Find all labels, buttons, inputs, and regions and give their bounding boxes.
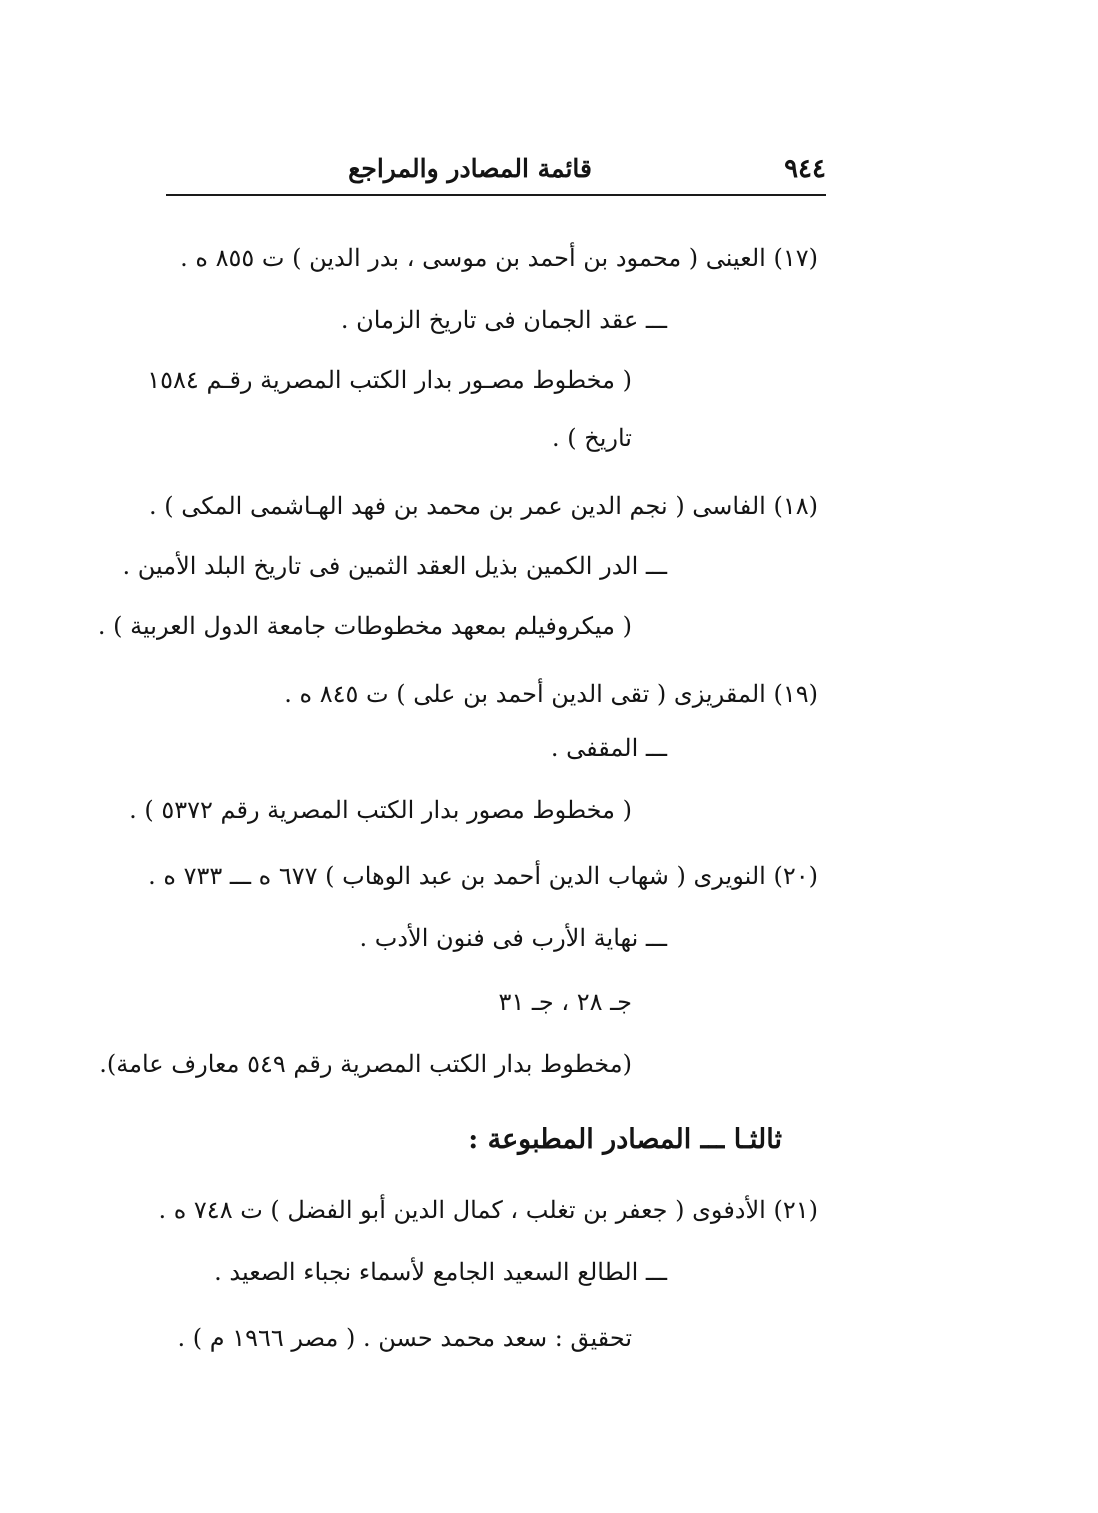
- page-header: [166, 150, 826, 190]
- entry-21-title: ـــ الطالع السعيد الجامع لأسماء نجباء الصعيد .: [214, 1258, 667, 1286]
- entry-21-heading: (٢١) الأدفوى ( جعفر بن تغلب ، كمال الدين أبو الفضل ) ت ٧٤٨ ه .: [158, 1196, 818, 1224]
- entry-20-note: (مخطوط بدار الكتب المصرية رقم ٥٤٩ معارف عامة).: [99, 1050, 632, 1078]
- header-rule: [166, 194, 826, 196]
- entry-19-heading: (١٩) المقريزى ( تقى الدين أحمد بن على ) ت ٨٤٥ ه .: [284, 680, 818, 708]
- running-title: قائمة المصادر والمراجع: [348, 154, 592, 183]
- entry-21-note: تحقيق : سعد محمد حسن . ( مصر ١٩٦٦ م ) .: [177, 1324, 632, 1352]
- entry-18-title: ـــ الدر الكمين بذيل العقد الثمين فى تاريخ البلد الأمين .: [122, 552, 667, 580]
- section-heading-printed-sources: ثالثـا ـــ المصادر المطبوعة :: [468, 1124, 782, 1155]
- entry-18-note: ( ميكروفيلم بمعهد مخطوطات جامعة الدول العربية ) .: [97, 612, 632, 640]
- entry-17-note-continued: تاريخ ) .: [551, 424, 632, 452]
- entry-17-title: ـــ عقد الجمان فى تاريخ الزمان .: [340, 306, 667, 334]
- entry-17-heading: (١٧) العينى ( محمود بن أحمد بن موسى ، بدر الدين ) ت ٨٥٥ ه .: [180, 244, 818, 272]
- entry-19-note: ( مخطوط مصور بدار الكتب المصرية رقم ٥٣٧٢ ) .: [129, 796, 632, 824]
- entry-20-volumes: جـ ٢٨ ، جـ ٣١: [498, 988, 632, 1016]
- entry-20-title: ـــ نهاية الأرب فى فنون الأدب .: [359, 924, 667, 952]
- entry-18-heading: (١٨) الفاسى ( نجم الدين عمر بن محمد بن فهد الهـاشمى المكى ) .: [148, 492, 818, 520]
- entry-19-title: ـــ المقفى .: [550, 734, 667, 762]
- entry-17-note: ( مخطوط مصـور بدار الكتب المصرية رقـم ١٥٨٤: [147, 366, 632, 394]
- entry-20-heading: (٢٠) النويرى ( شهاب الدين أحمد بن عبد الوهاب ) ٦٧٧ ه ـــ ٧٣٣ ه .: [148, 862, 818, 890]
- page-number: ٩٤٤: [784, 154, 826, 184]
